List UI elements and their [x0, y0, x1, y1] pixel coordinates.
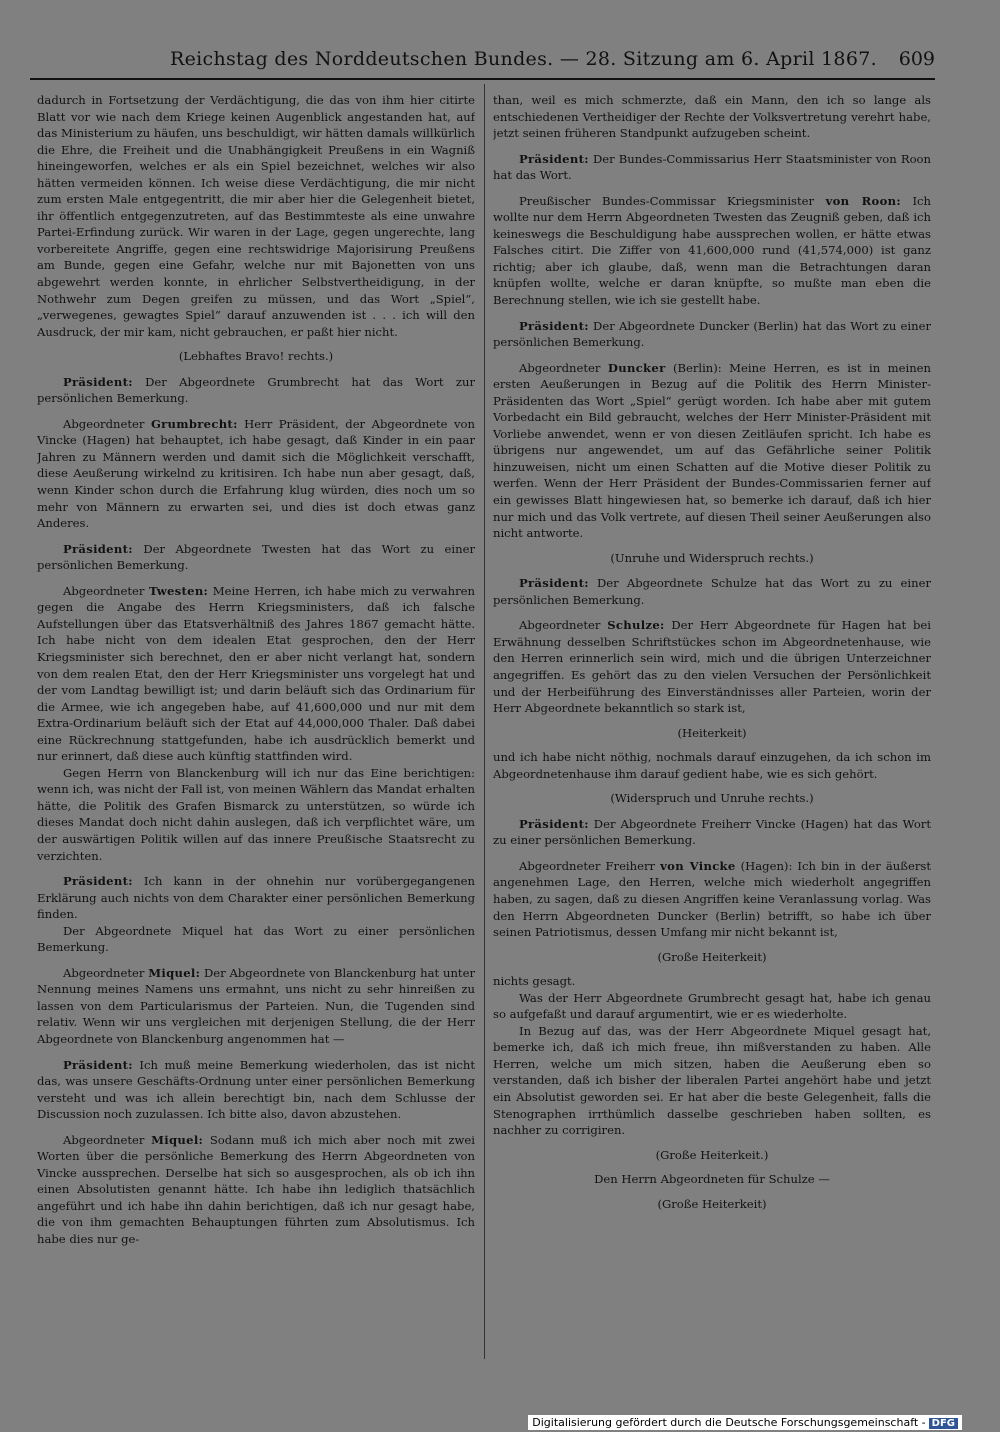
paragraph	[493, 575, 931, 608]
speaker-name: Duncker	[607, 360, 666, 375]
speaker-name: Miquel:	[148, 965, 201, 980]
paragraph-text: (Große Heiterkeit)	[657, 949, 767, 964]
speaker-prefix: Preußischer Bundes-Commissar Kriegsminister	[519, 193, 826, 208]
paragraph	[37, 765, 475, 864]
left-column	[37, 92, 475, 1392]
paragraph	[493, 749, 931, 782]
paragraph-text: Herr Präsident, der Abgeordnete von Vincke (Hagen) hat behauptet, ich habe gesagt, daß Kinder in ein paar Jahren zu Männern werden und damit sich die Möglichkeit verschafft, diese Aeußerung wirkelnd zu kritisiren. Ich habe nun aber gesagt, daß, wenn Kinder schon durch die Erfahrung klug würden, dies noch um so mehr von Männern zu erwarten sei, und dies ist doch etwas ganz Anderes.	[37, 416, 475, 531]
paragraph-text: Was der Herr Abgeordnete Grumbrecht gesagt hat, habe ich genau so aufgefaßt und darauf argumentirt, wie er es wiederholte.	[493, 990, 931, 1022]
speaker-name: Präsident:	[519, 816, 589, 831]
speaker-prefix: Abgeordneter Freiherr	[519, 858, 661, 873]
right-column	[493, 92, 931, 1392]
paragraph-text: Der Abgeordnete Schulze hat das Wort zu zu einer persönlichen Bemerkung.	[493, 576, 931, 607]
paragraph	[493, 151, 931, 184]
paragraph-text: Den Herrn Abgeordneten für Schulze —	[594, 1172, 830, 1187]
paragraph-text: Der Abgeordnete Freiherr Vincke (Hagen) hat das Wort zu einer persönlichen Bemerkung.	[493, 816, 931, 848]
paragraph	[37, 374, 475, 407]
paragraph	[37, 923, 475, 956]
speaker-name: Twesten:	[149, 583, 209, 598]
paragraph-text: (Berlin): Meine Herren, es ist in meinen ersten Aeußerungen in Bezug auf die Politik des Herrn Minister-Präsidenten das Wort „Spiel“ gerügt worden. Ich habe aber mit gutem Vorbedacht ein Bild gebraucht, welches der Herr Minister-Präsident mit Vorliebe anwendet, wenn er von diesen Zeitläufen spricht. Ich habe es übrigens nur angewendet, um auf das Gefährliche seiner Politik hinzuweisen, nicht um einen Schatten auf die Motive dieser Politik zu werfen. Wenn der Herr Präsident der Bundes-Commissarien ferner auf ein gewisses Blatt hingewiesen hat, so bemerke ich darauf, daß ich hier nur mich und das Volk vertrete, auf diesen Theil seiner Aeußerungen also nicht antworte.	[493, 360, 931, 541]
paragraph	[493, 973, 931, 990]
paragraph	[493, 1023, 931, 1139]
footer-credit	[528, 1415, 962, 1430]
paragraph-text: (Heiterkeit)	[677, 725, 747, 740]
paragraph-text: Meine Herren, ich habe mich zu verwahren gegen die Angabe des Herrn Kriegsministers, daß ich falsche Aufstellungen über das Etatsverhältniß des Jahres 1867 gemacht hätte. Ich habe nicht von dem idealen Etat gesprochen, den der Herr Kriegsminister sich berechnet, den er aber nicht verlangt hat, sondern von dem realen Etat, den der Herr Kriegsminister uns vorgelegt hat und der vom Landtag bewilligt ist; und darin beläuft sich das Ordinarium für die Armee, wie ich angegeben habe, auf 41,600,000 und nur mit dem Extra-Ordinarium beläuft sich der Etat auf 44,000,000 Thaler. Daß dabei eine Rückrechnung stattgefunden, habe ich ausdrücklich bemerkt und nur erinnert, daß diese auch künftig stattfinden wird.	[37, 583, 475, 764]
speaker-name: Präsident:	[519, 151, 589, 166]
stage-direction	[493, 1196, 931, 1213]
stage-direction	[493, 550, 931, 567]
speaker-name: Miquel:	[151, 1132, 204, 1147]
page-number: 609	[898, 48, 935, 70]
paragraph-text: und ich habe nicht nöthig, nochmals darauf einzugehen, da ich schon im Abgeordnetenhause ihm darauf gedient habe, wie es sich gehört.	[493, 750, 931, 781]
footer-text: Digitalisierung gefördert durch die Deutsche Forschungsgemeinschaft -	[532, 1416, 926, 1429]
paragraph-text: (Unruhe und Widerspruch rechts.)	[610, 550, 814, 565]
paragraph-text: Ich kann in der ohnehin nur vorübergegangenen Erklärung auch nichts von dem Charakter einer persönlichen Bemerkung finden.	[37, 874, 475, 922]
speaker-prefix: Abgeordneter	[63, 416, 151, 431]
paragraph	[493, 318, 931, 351]
speaker-name: Präsident:	[519, 318, 589, 333]
speaker-name: Präsident:	[519, 576, 589, 591]
paragraph-text: (Große Heiterkeit.)	[655, 1147, 769, 1162]
paragraph	[37, 416, 475, 532]
paragraph	[37, 1057, 475, 1123]
stage-direction	[493, 1171, 931, 1188]
paragraph-text: nichts gesagt.	[493, 974, 576, 989]
paragraph-text: Ich muß meine Bemerkung wiederholen, das ist nicht das, was unsere Geschäfts-Ordnung unter einer persönlichen Bemerkung versteht und was ich allein berechtigt bin, nach dem Schlusse der Discussion noch zuzulassen. Ich bitte also, davon abzustehen.	[37, 1057, 475, 1122]
paragraph-text: (Hagen): Ich bin in der äußerst angenehmen Lage, den Herren, welche mich wiederholt angegriffen haben, zu sagen, daß zu diesen Angriffen keine Veranlassung vorlag. Was den Herrn Abgeordneten Duncker (Berlin) betrifft, so habe ich über seinen Patriotismus, dessen Umfang mir nicht bekannt ist,	[493, 858, 931, 940]
speaker-name: Präsident:	[63, 874, 133, 889]
speaker-name: von Vincke	[660, 858, 736, 873]
paragraph	[37, 873, 475, 923]
page-header	[30, 44, 935, 80]
paragraph	[493, 617, 931, 716]
paragraph	[493, 193, 931, 309]
paragraph-text: Ich wollte nur dem Herrn Abgeordneten Twesten das Zeugniß geben, daß ich keineswegs die Beschuldigung habe aussprechen wollen, er hätte etwas Falsches citirt. Die Ziffer von 41,600,000 rund (41,574,000) ist ganz richtig; aber ich glaube, daß, wenn man die Betrachtungen daran knüpfen wollte, welche er daran knüpfte, so mußte man eben die Berechnung stellen, wie ich sie gestellt habe.	[493, 193, 931, 308]
speaker-name: Präsident:	[63, 374, 133, 389]
stage-direction	[493, 1147, 931, 1164]
stage-direction	[37, 348, 475, 365]
page-title: Reichstag des Norddeutschen Bundes. — 28. Sitzung am 6. April 1867.	[170, 48, 877, 70]
speaker-prefix: Abgeordneter	[519, 618, 608, 633]
dfg-logo: DFG	[929, 1418, 958, 1429]
paragraph-text: Sodann muß ich mich aber noch mit zwei Worten über die persönliche Bemerkung des Herrn Abgeordneten von Vincke aussprechen. Derselbe hat sich so ausgesprochen, als ob ich ihn einen Absolutisten genannt hätte. Ich habe ihn lediglich thatsächlich angeführt und ich habe ihn dahin berichtigen, daß ich nur gesagt habe, die von ihm gemachten Behauptungen führten zum Absolutismus. Ich habe dies nur ge-	[37, 1132, 475, 1246]
paragraph-text: Der Abgeordnete von Blanckenburg hat unter Nennung meines Namens uns ermahnt, uns nicht zu sehr hinreißen zu lassen von dem Particularismus der Parteien. Nun, die Tugenden sind relativ. Wenn wir uns vergleichen mit derjenigen Stellung, die der Herr Abgeordnete von Blanckenburg angenommen hat —	[37, 965, 475, 1046]
paragraph-text: Der Bundes-Commissarius Herr Staatsminister von Roon hat das Wort.	[493, 151, 931, 183]
paragraph-text: than, weil es mich schmerzte, daß ein Mann, den ich so lange als entschiedenen Vertheidiger der Rechte der Volksvertretung verehrt habe, jetzt seinen früheren Standpunkt aufzugeben scheint.	[493, 93, 931, 141]
paragraph	[37, 583, 475, 765]
speaker-name: Grumbrecht:	[150, 416, 238, 431]
stage-direction	[493, 790, 931, 807]
paragraph-text: Der Herr Abgeordnete für Hagen hat bei Erwähnung desselben Schriftstückes schon im Abgeordnetenhause, wie den Herren erinnerlich sein wird, mich und die übrigen Unterzeichner angegriffen. Es gehört das zu den vielen Versuchen der Persönlichkeit und der Herbeiführung des Einverständnisses aller Parteien, worin der Herr Abgeordnete bekanntlich so stark ist,	[493, 618, 931, 716]
paragraph-text: (Widerspruch und Unruhe rechts.)	[610, 791, 814, 806]
speaker-prefix: Abgeordneter	[519, 360, 608, 375]
speaker-name: Präsident:	[63, 1057, 133, 1072]
paragraph	[493, 360, 931, 542]
paragraph-text: Der Abgeordnete Twesten hat das Wort zu einer persönlichen Bemerkung.	[37, 541, 475, 573]
paragraph	[37, 92, 475, 340]
paragraph-text: (Lebhaftes Bravo! rechts.)	[178, 349, 334, 364]
speaker-name: von Roon:	[825, 193, 901, 208]
paragraph	[493, 858, 931, 941]
paragraph	[37, 965, 475, 1048]
speaker-prefix: Abgeordneter	[63, 965, 149, 980]
speaker-prefix: Abgeordneter	[63, 583, 150, 598]
paragraph	[493, 816, 931, 849]
paragraph-text: dadurch in Fortsetzung der Verdächtigung, die das von ihm hier citirte Blatt vor wie nach dem Kriege keinen Augenblick angestanden hat, auf das Ministerium zu häufen, uns beschuldigt, wir hätten damals willkürlich die Ehre, die Freiheit und die Unabhängigkeit Preußens in ein Wagniß hineingeworfen, welches er als ein Spiel bezeichnet, welches wir also hätten vermeiden können. Ich weise diese Verdächtigung, die mir nicht zum ersten Male entgegentritt, die mir aber hier die Gelegenheit bietet, ihr öffentlich entgegenzutreten, auf das Bestimmteste als eine unwahre Partei-Erfindung zurück. Wir waren in der Lage, gegen ungerechte, lang vorbereitete Angriffe, gegen eine rechtswidrige Majorisirung Preußens am Bunde, gegen eine Gefahr, welche nur mit Bajonetten von uns abgewehrt werden konnte, in ehrlicher Selbstvertheidigung, in der Nothwehr zum Degen greifen zu müssen, und das Wort „Spiel“, „verwegenes, gewagtes Spiel“ darauf anzuwenden ist . . . ich will den Ausdruck, der mir kam, nicht gebrauchen, er paßt hier nicht.	[37, 93, 475, 339]
paragraph-text: In Bezug auf das, was der Herr Abgeordnete Miquel gesagt hat, bemerke ich, daß ich mich freue, ihn mißverstanden zu haben. Alle Herren, welche um mich sitzen, haben die Aeußerung eben so verstanden, daß ich bisher der liberalen Partei angehört habe und jetzt ein Absolutist geworden sei. Er hat aber die beste Gelegenheit, falls die Stenographen irrthümlich dasselbe geschrieben haben sollten, es nachher zu corrigiren.	[493, 1023, 931, 1138]
paragraph-text: Der Abgeordnete Miquel hat das Wort zu einer persönlichen Bemerkung.	[37, 923, 475, 955]
speaker-name: Schulze:	[607, 618, 665, 633]
speaker-prefix: Abgeordneter	[63, 1132, 152, 1147]
paragraph-text: Gegen Herrn von Blanckenburg will ich nur das Eine berichtigen: wenn ich, was nicht der Fall ist, von meinen Wählern das Mandat erhalten hätte, die Politik des Grafen Bismarck zu unterstützen, so würde ich dieses Mandat doch nicht dahin auslegen, daß ich verpflichtet wäre, um der auswärtigen Politik willen auf das innere Preußische Staatsrecht zu verzichten.	[37, 765, 475, 863]
paragraph	[37, 541, 475, 574]
paragraph-text: (Große Heiterkeit)	[657, 1196, 767, 1211]
stage-direction	[493, 949, 931, 966]
paragraph	[493, 92, 931, 142]
speaker-name: Präsident:	[63, 541, 133, 556]
paragraph	[37, 1132, 475, 1248]
paragraph-text: Der Abgeordnete Grumbrecht hat das Wort zur persönlichen Bemerkung.	[37, 374, 475, 406]
paragraph	[493, 990, 931, 1023]
stage-direction	[493, 725, 931, 742]
paragraph-text: Der Abgeordnete Duncker (Berlin) hat das Wort zu einer persönlichen Bemerkung.	[493, 318, 931, 350]
column-divider	[484, 84, 485, 1359]
